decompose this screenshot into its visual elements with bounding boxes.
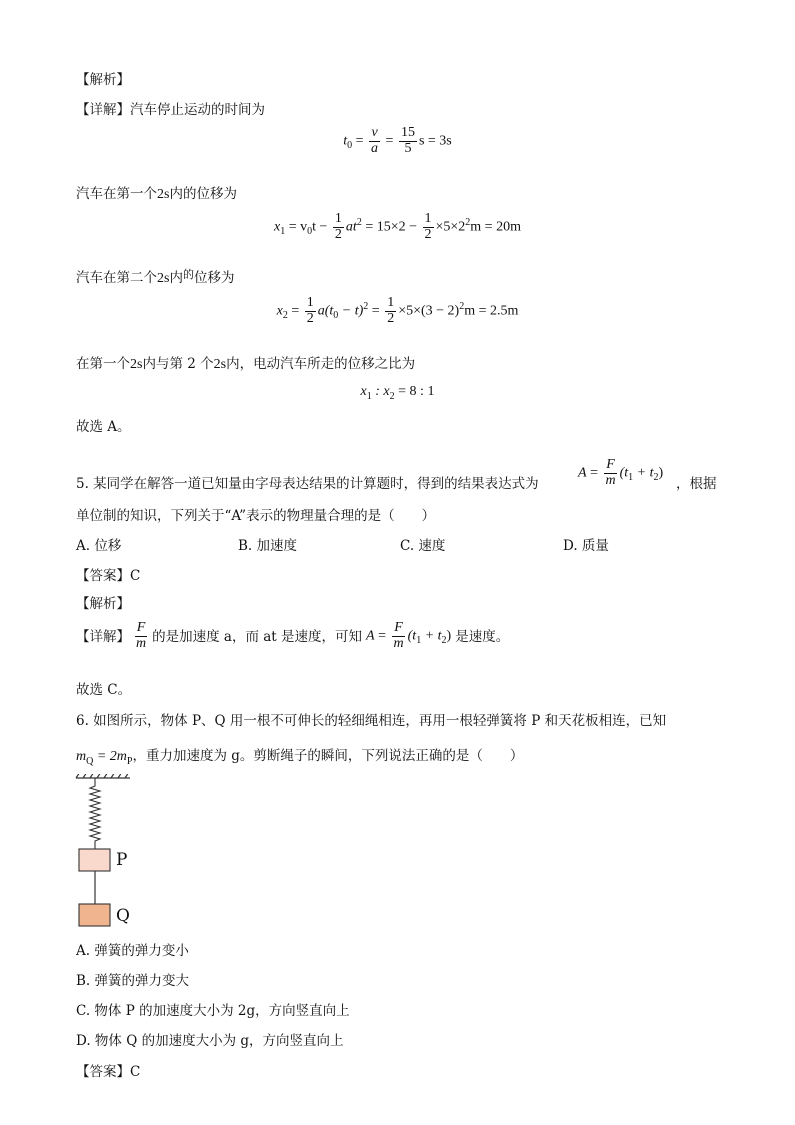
q5-answer: 【答案】C bbox=[76, 568, 141, 584]
q5-option-d: D. 质量 bbox=[563, 538, 609, 554]
equation-stop-time: $t_0$ = $\frac{v}{a}$ = $\frac{15}{5}$ s = 3s bbox=[343, 125, 452, 156]
text-line-first-2s: 汽车在第一个2s内的位移为 bbox=[76, 186, 237, 202]
detail-label: 【详解】 bbox=[76, 102, 130, 118]
conclusion-a: 故选 A。 bbox=[76, 419, 131, 435]
detail-line bbox=[76, 98, 265, 118]
q5-stem-line2: 单位制的知识，下列关于“A”表示的物理量合理的是（ ） bbox=[76, 508, 436, 524]
spring bbox=[90, 778, 100, 849]
q5-option-c: C. 速度 bbox=[400, 538, 446, 554]
q6-stem-line2: $m_Q = 2m_P$，重力加速度为 g。剪断绳子的瞬间，下列说法正确的是（ ） bbox=[76, 748, 524, 767]
q5-stem-line1: 5. 某同学在解答一道已知量由字母表达结果的计算题时，得到的结果表达式为 bbox=[76, 476, 539, 492]
label-q: Q bbox=[116, 906, 130, 926]
detail-text: 汽车停止运动的时间为 bbox=[130, 102, 265, 118]
q6-option-a: A. 弹簧的弹力变小 bbox=[76, 943, 189, 959]
q6-answer: 【答案】C bbox=[76, 1064, 141, 1080]
analysis-heading: 【解析】 bbox=[76, 72, 130, 88]
q5-formula: A = $\frac{F}{m}$ $(t_1 + t_2)$ bbox=[578, 457, 664, 488]
q6-stem-line1: 6. 如图所示，物体 P、Q 用一根不可伸长的轻细绳相连，再用一根轻弹簧将 P 和天花板相连，已知 bbox=[76, 713, 667, 729]
q5-option-b: B. 加速度 bbox=[238, 538, 298, 554]
q6-option-d: D. 物体 Q 的加速度大小为 g，方向竖直向上 bbox=[76, 1033, 344, 1049]
q6-option-b: B. 弹簧的弹力变大 bbox=[76, 973, 190, 989]
text-line-second-2s: 汽车在第二个2s内$^的$位移为 bbox=[76, 268, 235, 286]
q5-conclusion: 故选 C。 bbox=[76, 682, 132, 698]
ceiling bbox=[76, 774, 130, 778]
q5-option-a: A. 位移 bbox=[76, 538, 122, 554]
q6-option-c: C. 物体 P 的加速度大小为 2g，方向竖直向上 bbox=[76, 1003, 350, 1019]
q5-stem-tail: ，根据 bbox=[676, 476, 717, 492]
equation-ratio: $x_1$ : $x_2 = 8$ : 1 bbox=[360, 384, 435, 402]
text-line-ratio: 在第一个2s内与第 2 个2s内，电动汽车所走的位移之比为 bbox=[76, 356, 416, 372]
equation-x1: $x_1 = v_0t$ − $\frac{1}{2}$ $at^2 = 15\times 2$ − $\frac{1}{2}$ $\times 5\times 2^2m = 20m$ bbox=[274, 211, 521, 242]
block-q bbox=[79, 904, 110, 926]
label-p: P bbox=[116, 850, 128, 870]
q5-analysis-heading: 【解析】 bbox=[76, 596, 130, 612]
block-p bbox=[79, 849, 110, 871]
q5-detail-line: 【详解】 $\frac{F}{m}$ 的是加速度 a，而 at 是速度，可知 A = $\frac{F}{m}$ $(t_1 + t_2)$ 是速度。 bbox=[76, 620, 510, 651]
equation-x2: $x_2$ = $\frac{1}{2}$ $a(t_0 - t)^2$ = $\frac{1}{2}$ $\times 5\times(3 - 2)^2m = 2.5m$ bbox=[276, 295, 519, 326]
